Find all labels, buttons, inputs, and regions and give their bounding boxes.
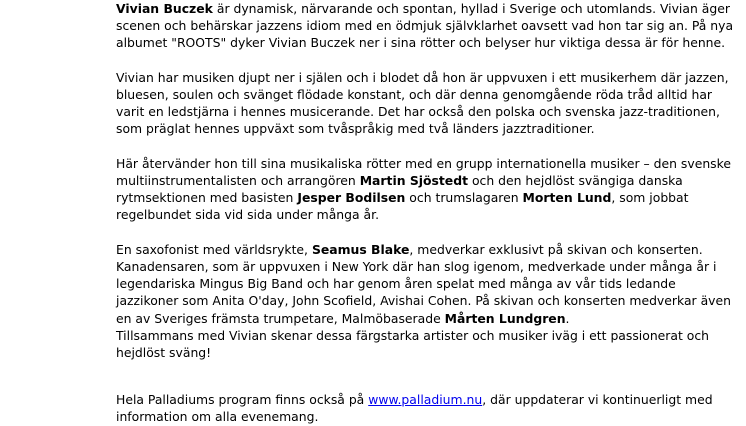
guest-text-1: En saxofonist med världsrykte,: [116, 241, 312, 257]
guest-paragraph: [116, 241, 741, 327]
musician-name-morten: Morten Lund: [522, 190, 612, 206]
musician-name-jesper: Jesper Bodilsen: [297, 190, 406, 206]
closing-paragraph: [116, 327, 741, 361]
musician-name-martin: Martin Sjöstedt: [359, 173, 469, 188]
palladium-link[interactable]: www.palladium.nu: [368, 392, 483, 408]
band-text-4: , som jobbat regelbundet sida vid sida under många år.: [116, 190, 689, 223]
band-text-2: och den hejdlöst svängiga danska rytmsektionen med basisten: [116, 173, 683, 206]
intro-text: är dynamisk, närvarande och spontan, hyllad i Sverige och utomlands. Vivian äger scenen och behärskar jazzens idiom med en ödmjuk självklarhet oavsett vad hon tar sig an. På nya albumet "ROOTS" dyker Vivian Buczek ner i sina rötter och belyser hur viktiga dessa är för henne.: [116, 1, 734, 51]
closing-text: Tillsammans med Vivian skenar dessa färgstarka artister och musiker iväg i ett passionerat och hejdlöst sväng!: [116, 327, 710, 361]
background-text: Vivian har musiken djupt ner i själen och i blodet då hon är uppvuxen i ett musikerhem där jazzen, bluesen, soulen och svänget flödade konstant, och där denna genomgående röda tråd alltid har varit en ledstjärna i hennes musicerande. Det har också den polska och svenska jazz-traditionen, som präglat hennes uppväxt som tvåspråkig med två länders jazztraditioner.: [116, 69, 729, 137]
paragraph-spacer: [116, 224, 741, 241]
guest-text-3: .: [565, 310, 570, 326]
paragraph-spacer: [116, 52, 741, 69]
paragraph-spacer: [116, 361, 741, 391]
background-paragraph: [116, 69, 741, 138]
band-paragraph: [116, 155, 741, 224]
guest-text-2: , medverkar exklusivt på skivan och konserten. Kanadensaren, som är uppvuxen i New York där han slog igenom, medverkade under många år i legendariska Mingus Big Band och har genom åren spelat med många av vår tids ledande jazzikoner som Anita O'day, John Scofield, Avishai Cohen. På skivan och konserten medverkar även en av Sveriges främsta trumpetare, Malmöbaserade: [116, 241, 731, 326]
musician-name-seamus: Seamus Blake: [311, 241, 410, 257]
band-text-1: Här återvänder hon till sina musikaliska rötter med en grupp internationella musiker – den svenske multiinstrumentalisten och arrangören: [116, 155, 731, 188]
program-text-1: Hela Palladiums program finns också på: [116, 392, 369, 408]
press-release-body: [116, 0, 741, 426]
artist-name: Vivian Buczek: [116, 1, 213, 16]
program-paragraph: [116, 391, 741, 425]
intro-paragraph: [116, 0, 741, 52]
paragraph-spacer: [116, 138, 741, 155]
musician-name-marten: Mårten Lundgren: [444, 310, 566, 326]
band-text-3: och trumslagaren: [405, 190, 523, 206]
program-text-2: , där uppdaterar vi kontinuerligt med information om alla evenemang.: [116, 392, 713, 425]
